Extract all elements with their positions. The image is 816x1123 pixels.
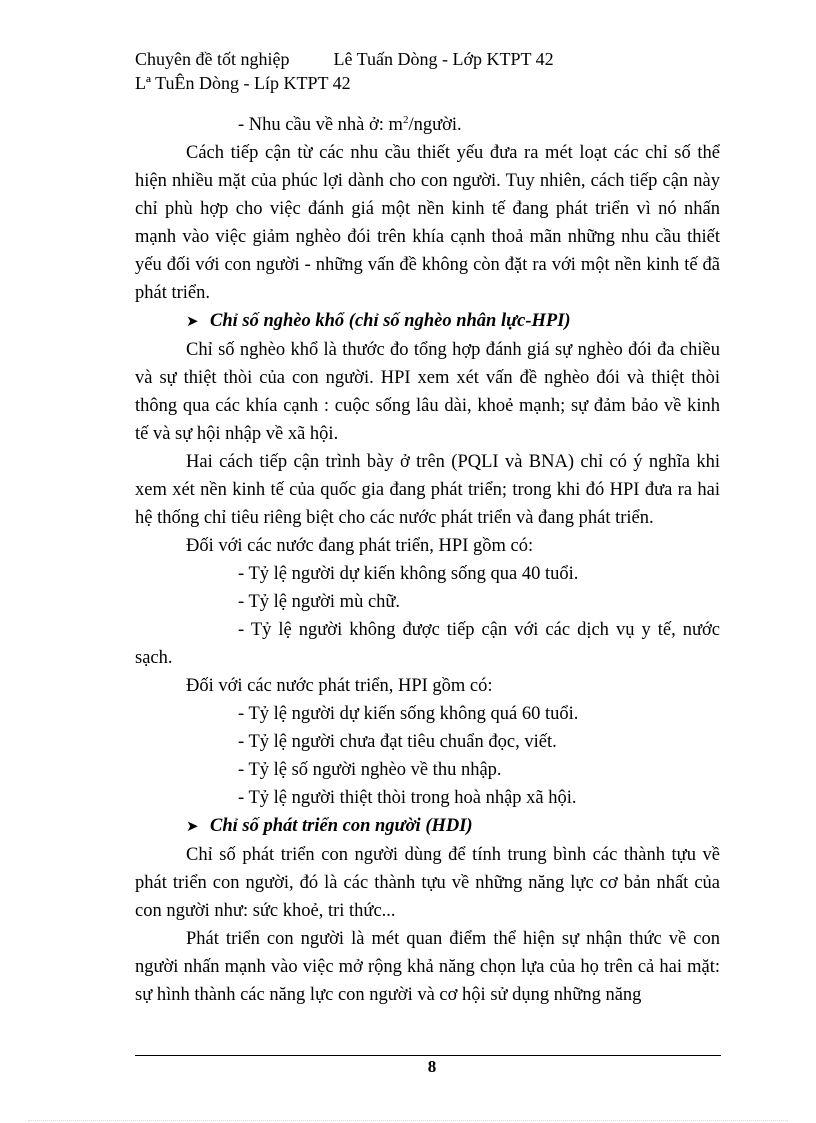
list-item: - Tỷ lệ người dự kiến không sống qua 40 tuổi. [238,564,579,584]
developed-countries-intro: Đối với các nước phát triển, HPI gồm có: [186,676,493,696]
list-item: - Tỷ lệ người thiệt thòi trong hoà nhập xã hội. [238,788,577,808]
header-document-type: Chuyên đề tốt nghiệp [135,49,290,69]
section-heading-hdi: ➤ Chỉ số phát triển con người (HDI) [135,812,720,841]
header-row-2: Lª TuÊn Dòng - Líp KTPT 42 [135,73,351,93]
paragraph-hpi-definition: Chỉ số nghèo khổ là thước đo tổng hợp đánh giá sự nghèo đói đa chiều và sự thiệt thòi của con người. HPI xem xét vấn đề nghèo đói và thiệt thòi thông qua các khía cạnh : cuộc sống lâu dài, khoẻ mạnh; sự đảm bảo về kinh tế và sự hội nhập về xã hội. [135,340,720,444]
page-bottom-border [28,1120,788,1121]
page-header [135,47,554,95]
header-row-1 [135,47,554,71]
list-item: - Tỷ lệ người không được tiếp cận với các dịch vụ y tế, nước sạch. [135,620,720,668]
paragraph-basic-needs: Cách tiếp cận từ các nhu cầu thiết yếu đưa ra mét loạt các chỉ số thể hiện nhiều mặt của phúc lợi dành cho con người. Tuy nhiên, cách tiếp cận này chỉ phù hợp cho việc đánh giá một nền kinh tế đang phát triển vì nó nhấn mạnh vào việc giảm nghèo đói trên khía cạnh thoả mãn những nhu cầu thiết yếu đối với con người - những vấn đề không còn đặt ra với một nền kinh tế đã phát triển. [135,143,720,303]
footer-divider [135,1055,721,1056]
list-item: - Tỷ lệ người chưa đạt tiêu chuẩn đọc, viết. [238,732,557,752]
list-item: - Tỷ lệ số người nghèo về thu nhập. [238,760,502,780]
section-heading-hpi: ➤ Chỉ số nghèo khổ (chỉ số nghèo nhân lực-HPI) [135,307,720,336]
paragraph-human-development: Phát triển con người là mét quan điểm thể hiện sự nhận thức về con người nhấn mạnh vào việc mở rộng khả năng chọn lựa của họ trên cả hai mặt: sự hình thành các năng lực con người và cơ hội sử dụng những năng [135,929,720,1005]
paragraph-hdi-definition: Chỉ số phát triển con người dùng để tính trung bình các thành tựu về phát triển con người, đó là các thành tựu về những năng lực cơ bản nhất của con người như: sức khoẻ, tri thức... [135,845,720,921]
arrow-right-bullet-icon: ➤ [186,819,199,835]
document-body [135,111,720,1009]
bullet-house-need: - Nhu cầu về nhà ở: $m^2$/người. [238,113,462,135]
paragraph-hpi-comparison: Hai cách tiếp cận trình bày ở trên (PQLI và BNA) chỉ có ý nghĩa khi xem xét nền kinh tế của quốc gia đang phát triển; trong khi đó HPI đưa ra hai hệ thống chỉ tiêu riêng biệt cho các nước phát triển và đang phát triển. [135,452,720,528]
list-item: - Tỷ lệ người dự kiến sống không quá 60 tuổi. [238,704,579,724]
header-author: Lê Tuấn Dòng - Lớp KTPT 42 [333,49,554,69]
list-item: - Tỷ lệ người mù chữ. [238,592,401,612]
page-number: 8 [427,1057,437,1076]
arrow-right-bullet-icon: ➤ [186,314,199,330]
developing-countries-intro: Đối với các nước đang phát triển, HPI gồm có: [186,536,534,556]
